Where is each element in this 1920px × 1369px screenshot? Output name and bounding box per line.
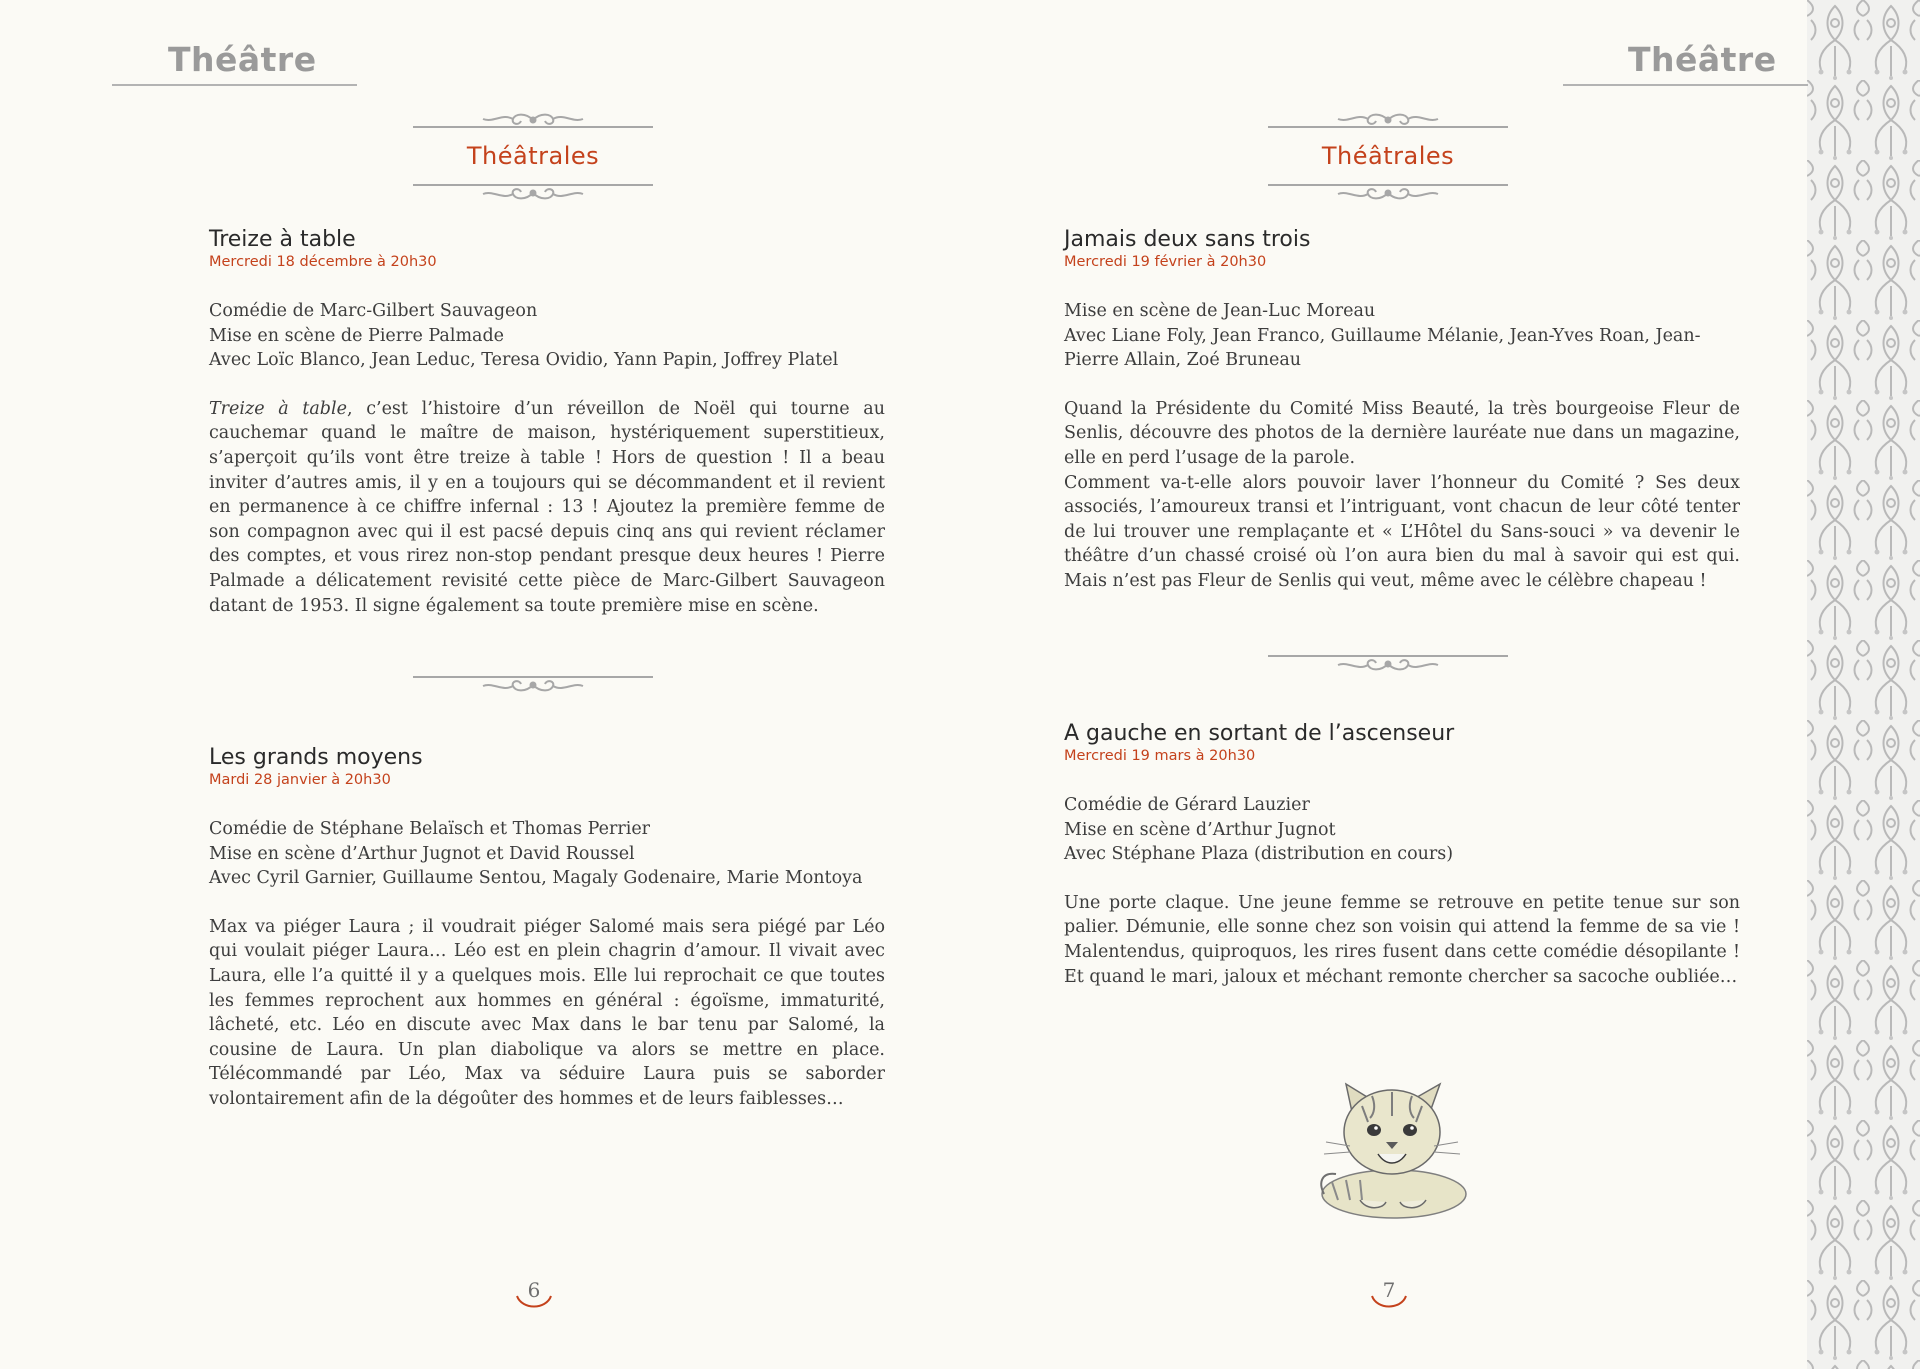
show-description [209,397,885,618]
credit-line: Mise en scène de Pierre Palmade [209,325,505,346]
credit-line: Mise en scène de Jean-Luc Moreau [1064,301,1376,321]
show-title: Jamais deux sans trois [1064,227,1311,252]
show-description-continued: Comment va-t-elle alors pouvoir laver l’honneur du Comité ? Ses deux associés, l’amoureux transi et l’intriguant, vont chacun de leur côté tenter de lui trouver une remplaçante et « L’Hôtel du Sans-souci » va devenir le théâtre d’un chassé croisé où l’on aura bien du mal à savoir qui est qui. Mais n’est pas Fleur de Senlis qui veut, même avec le célèbre chapeau ! [1064,472,1740,591]
show-credits [209,299,885,373]
section-rule-left [112,84,357,86]
page-number-arc-left [514,1294,554,1310]
show-description-title: Treize à table [209,398,347,419]
divider-ornament-left [413,672,653,694]
show-date: Mercredi 18 décembre à 20h30 [209,254,437,270]
cat-illustration [1302,1082,1472,1222]
ornament-bottom-right [1268,180,1508,202]
credit-line: Comédie de Stéphane Belaïsch et Thomas Perrier [209,819,651,839]
section-rule-right [1563,84,1808,86]
show-credits [209,817,885,891]
section-label-left: Théâtre [168,40,317,79]
page-number-right: 7 [1382,1278,1396,1302]
show-treize-a-table [209,227,885,618]
show-description: Une porte claque. Une jeune femme se retrouve en petite tenue sur son palier. Démunie, elle sonne chez son voisin qui attend la femme de sa vie ! Malentendus, quiproquos, les rires fusent dans cette comédie désopilante ! Et quand le mari, jaloux et méchant remonte chercher sa sacoche oubliée… [1064,892,1740,987]
section-label-right: Théâtre [1628,40,1777,79]
show-date: Mercredi 19 février à 20h30 [1064,254,1267,270]
show-description: Max va piéger Laura ; il voudrait piéger Salomé mais sera piégé par Léo qui voulait piéger Laura… Léo est en plein chagrin d’amour. Il vivait avec Laura, elle l’a quitté il y a quelques mois. Elle lui reprochait ce que toutes les femmes reprochent aux hommes en général : égoïsme, immaturité, lâcheté, etc. Léo en discute avec Max dans le bar tenu par Salomé, la cousine de Laura. Un plan diabolique va alors se mettre en place. Télécommandé par Léo, Max va séduire Laura puis se saborder volontairement afin de la dégoûter des hommes et de leurs faiblesses… [209,916,885,1109]
divider-ornament-right [1268,651,1508,673]
page-number-left: 6 [527,1278,541,1302]
show-date: Mercredi 19 mars à 20h30 [1064,748,1256,764]
show-credits [1064,793,1740,867]
banner-title-left: Théâtrales [466,142,600,170]
credit-line: Comédie de Gérard Lauzier [1064,795,1310,815]
show-a-gauche-en-sortant [1064,721,1740,989]
credit-line: Comédie de Marc-Gilbert Sauvageon [209,301,538,321]
banner-title-right: Théâtrales [1321,142,1455,170]
show-jamais-deux-sans-trois [1064,227,1740,594]
ornament-bottom-left [413,180,653,202]
show-description: Quand la Présidente du Comité Miss Beauté, la très bourgeoise Fleur de Senlis, découvre des photos de la dernière lauréate nue dans un magazine, elle en perd l’usage de la parole. [1064,398,1740,468]
show-description-text: , c’est l’histoire d’un réveillon de Noël qui tourne au cauchemar quand le maître de maison, hystériquement superstitieux, s’aperçoit qu’ils vont être treize à table ! Hors de question ! Il a beau inviter d’autres amis, il y en a toujours qui se décommandent et il revient en permanence à ce chiffre infernal : 13 ! Ajoutez la première femme de son compagnon avec qui il est pacsé depuis cinq ans qui revient réclamer des comptes, et vous rirez non-stop pendant presque deux heures ! Pierre Palmade a délicatement revisité cette pièce de Marc-Gilbert Sauvageon datant de 1953. Il signe également sa toute première mise en scène. [209,398,886,616]
page-number-arc-right [1369,1294,1409,1310]
show-credits [1064,299,1740,373]
credit-line: Mise en scène d’Arthur Jugnot [1064,819,1336,840]
show-title: Treize à table [209,227,356,252]
credit-line: Avec Liane Foly, Jean Franco, Guillaume Mélanie, Jean-Yves Roan, Jean-Pierre Allain, Zoé Bruneau [1064,325,1701,371]
ornament-top-right [1268,111,1508,133]
show-date: Mardi 28 janvier à 20h30 [209,772,391,788]
show-les-grands-moyens [209,745,885,1112]
credit-line: Avec Stéphane Plaza (distribution en cours) [1064,844,1454,865]
damask-pattern-strip [1807,0,1920,1369]
credit-line: Avec Loïc Blanco, Jean Leduc, Teresa Ovidio, Yann Papin, Joffrey Platel [209,350,839,371]
credit-line: Avec Cyril Garnier, Guillaume Sentou, Magaly Godenaire, Marie Montoya [209,868,863,889]
credit-line: Mise en scène d’Arthur Jugnot et David Roussel [209,843,635,864]
show-title: Les grands moyens [209,745,423,770]
ornament-top-left [413,111,653,133]
show-title: A gauche en sortant de l’ascenseur [1064,721,1455,746]
